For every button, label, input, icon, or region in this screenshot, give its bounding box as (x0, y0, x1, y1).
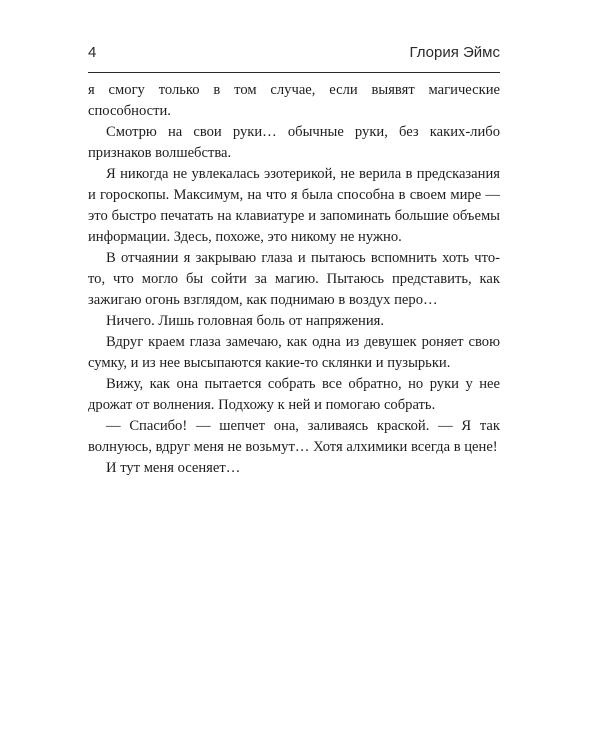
body-text (88, 80, 500, 479)
page-header (88, 44, 500, 68)
paragraph: Смотрю на свои руки… обычные руки, без каких-либо признаков волшебства. (88, 124, 500, 161)
paragraph: — Спасибо! — шепчет она, заливаясь краской. — Я так волнуюсь, вдруг меня не возьмут… Хотя алхимики всегда в цене! (88, 418, 500, 455)
page-number: 4 (88, 44, 97, 61)
paragraph: Ничего. Лишь головная боль от напряжения. (106, 313, 384, 329)
header-rule (88, 72, 500, 73)
paragraph: И тут меня осеняет… (106, 460, 241, 476)
paragraph: Вдруг краем глаза замечаю, как одна из девушек роняет свою сумку, и из нее высыпаются какие-то склянки и пузырьки. (88, 334, 500, 371)
paragraph: Я никогда не увлекалась эзотерикой, не верила в предсказания и гороскопы. Максимум, на что я была способна в своем мире — это быстро печатать на клавиатуре и запоминать большие объемы информации. Здесь, похоже, это никому не нужно. (88, 166, 500, 245)
paragraph: я смогу только в том случае, если выявят магические способности. (88, 82, 500, 119)
paragraph: Вижу, как она пытается собрать все обратно, но руки у нее дрожат от волнения. Подхожу к ней и помогаю собрать. (88, 376, 500, 413)
running-title: Глория Эймс (409, 44, 500, 61)
paragraph: В отчаянии я закрываю глаза и пытаюсь вспомнить хоть что-то, что могло бы сойти за магию. Пытаюсь представить, как зажигаю огонь взглядом, как поднимаю в воздух перо… (88, 250, 500, 308)
